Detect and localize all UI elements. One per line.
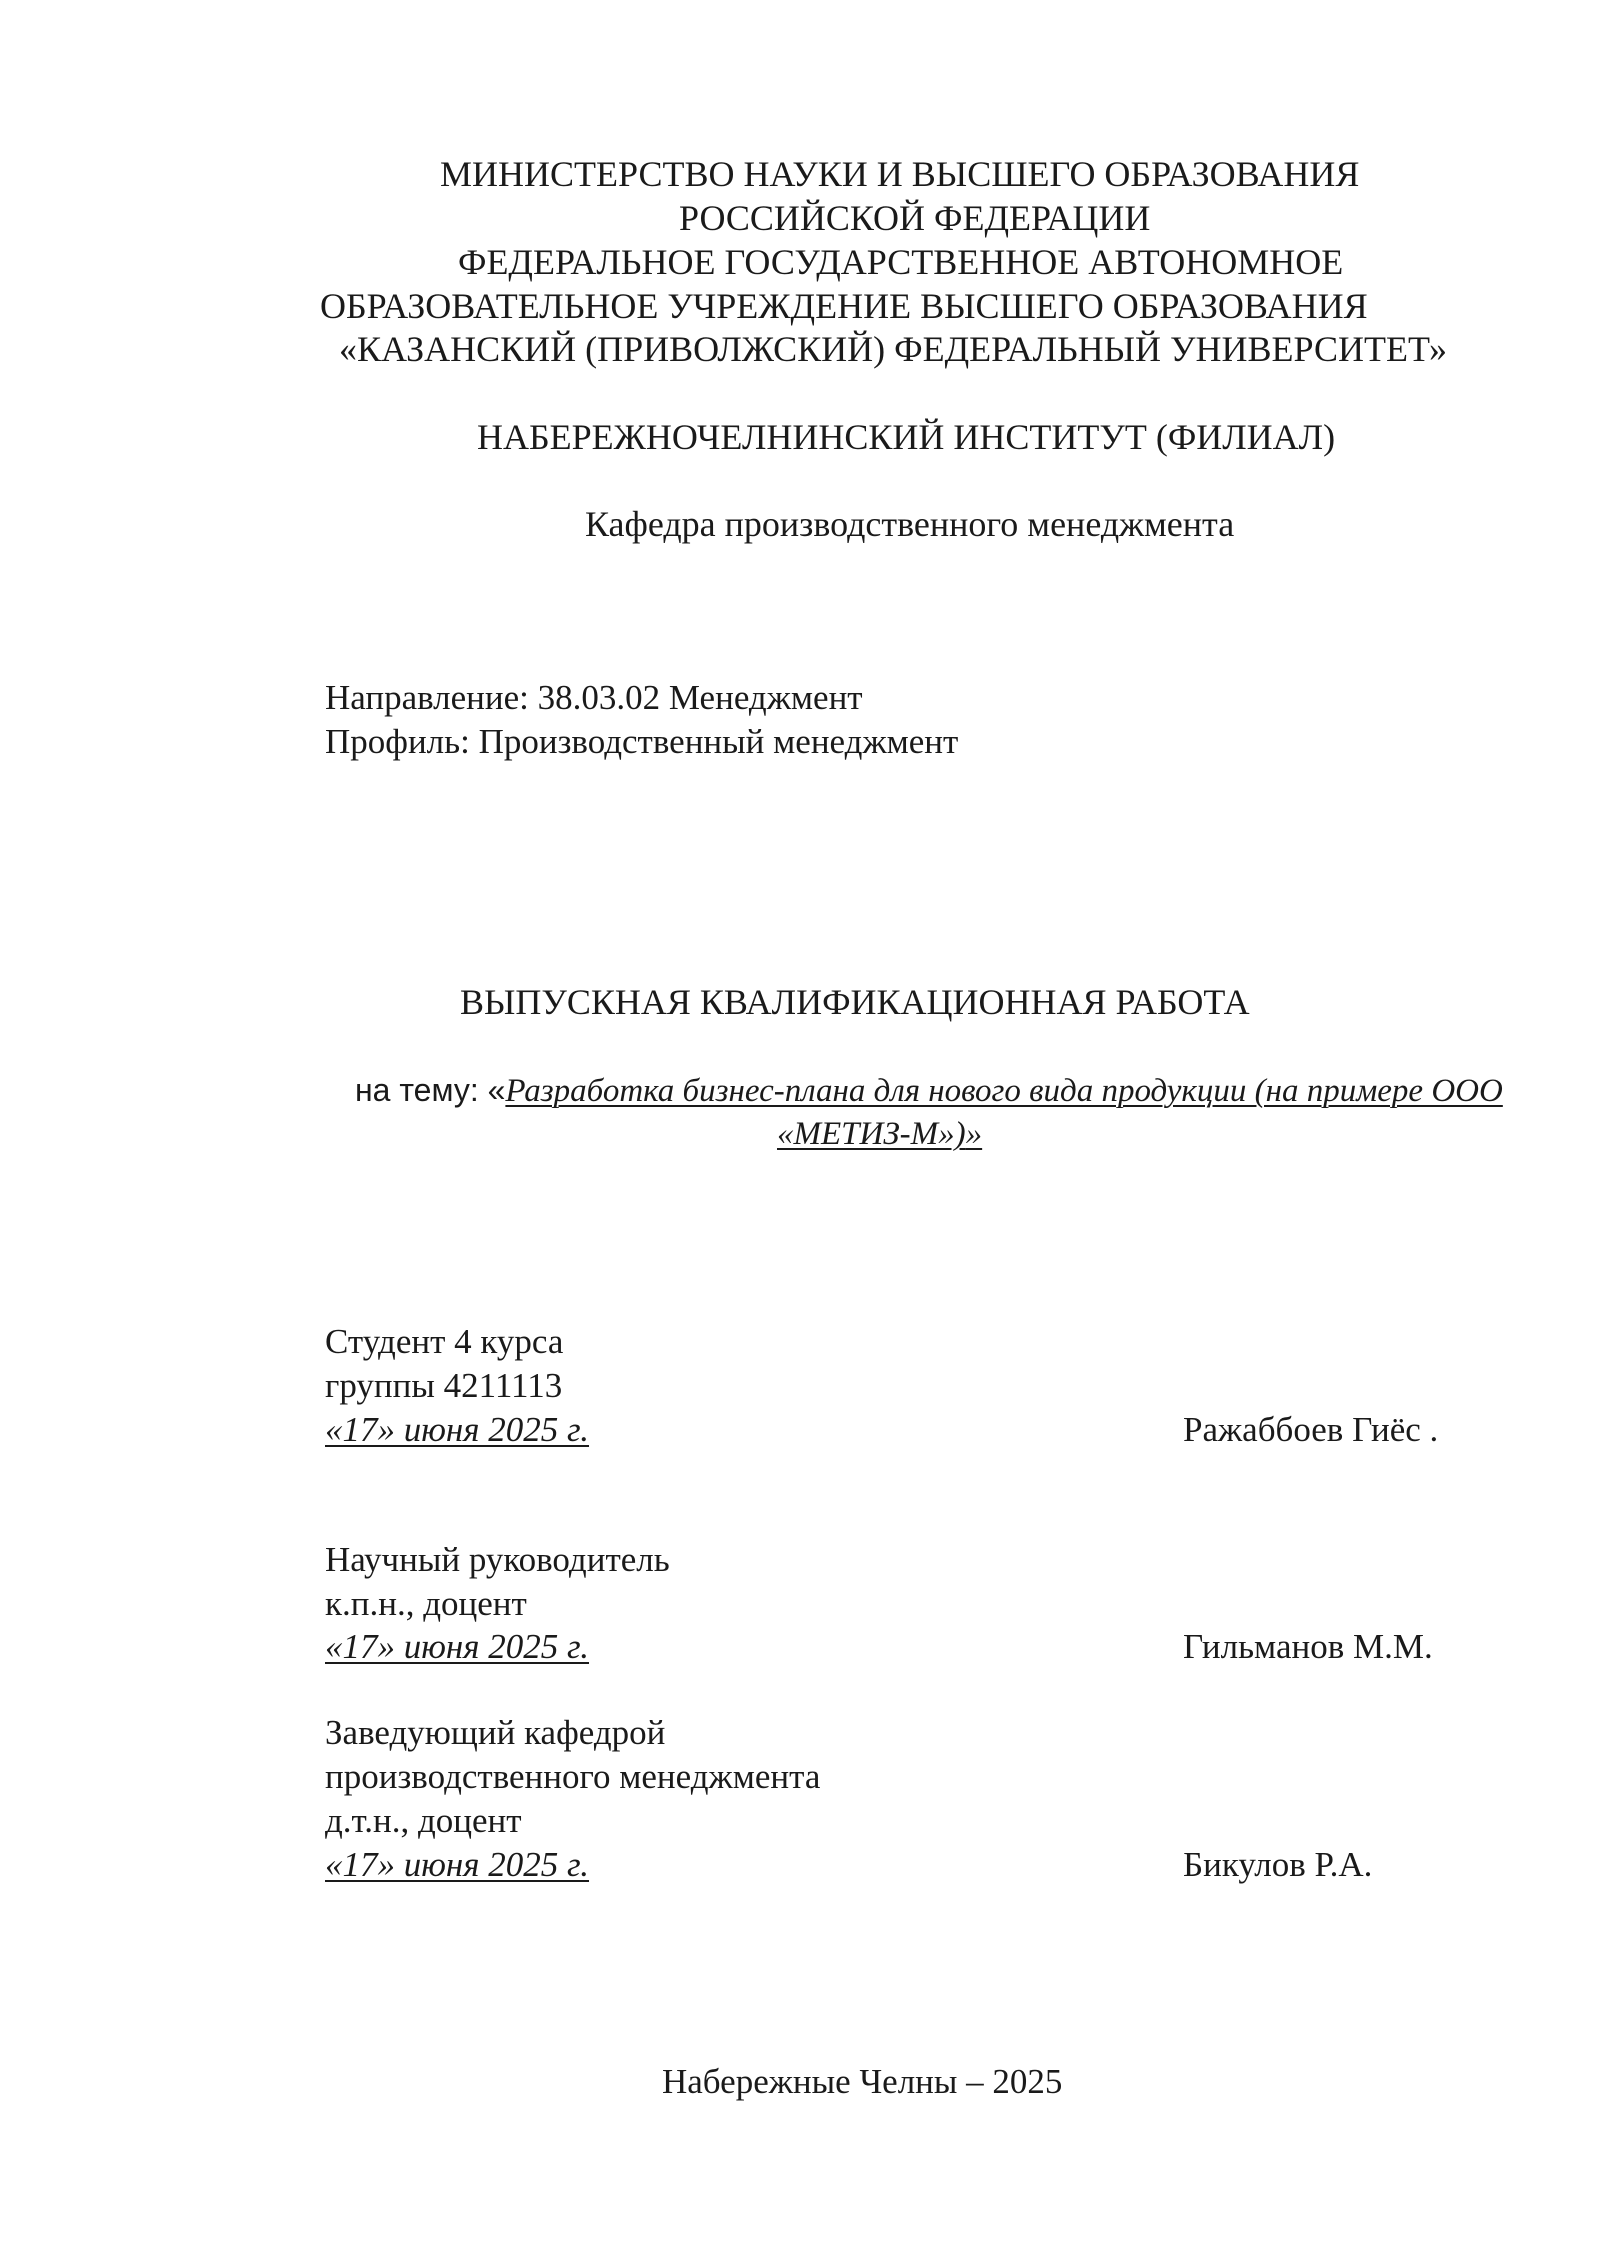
head-name: Бикулов Р.А. [1183,1845,1373,1884]
institution-line-1: ФЕДЕРАЛЬНОЕ ГОСУДАРСТВЕННОЕ АВТОНОМНОЕ [458,242,1344,282]
head-degree: д.т.н., доцент [325,1801,522,1840]
head-date: «17» июня 2025 г. [325,1845,590,1884]
city-year: Набережные Челны – 2025 [662,2062,1063,2101]
ministry-line-2: РОССИЙСКОЙ ФЕДЕРАЦИИ [679,198,1151,238]
topic-closing-quote: » [965,1116,983,1152]
topic-text-line-2: «МЕТИЗ-М») [777,1116,966,1152]
head-role: Заведующий кафедрой [325,1713,666,1752]
department-name: Кафедра производственного менеджмента [585,504,1235,544]
program-profile: Профиль: Производственный менеджмент [325,722,959,761]
topic-text-line-1: Разработка бизнес-плана для нового вида продукции (на примере ООО [505,1073,1503,1109]
topic-prefix-label: на тему: « [355,1072,506,1108]
work-topic-line-2 [777,1112,982,1156]
head-department: производственного менеджмента [325,1757,821,1796]
work-title: ВЫПУСКНАЯ КВАЛИФИКАЦИОННАЯ РАБОТА [460,982,1250,1022]
work-topic-line-1 [355,1068,1503,1113]
student-name: Ражаббоев Гиёс . [1183,1410,1439,1449]
institution-line-2: ОБРАЗОВАТЕЛЬНОЕ УЧРЕЖДЕНИЕ ВЫСШЕГО ОБРАЗОВАНИЯ [320,286,1368,326]
program-direction: Направление: 38.03.02 Менеджмент [325,678,863,717]
student-date: «17» июня 2025 г. [325,1410,590,1449]
supervisor-name: Гильманов М.М. [1183,1627,1433,1666]
student-course: Студент 4 курса [325,1322,564,1361]
supervisor-degree: к.п.н., доцент [325,1584,527,1623]
ministry-line-1: МИНИСТЕРСТВО НАУКИ И ВЫСШЕГО ОБРАЗОВАНИЯ [440,154,1360,194]
university-name: «КАЗАНСКИЙ (ПРИВОЛЖСКИЙ) ФЕДЕРАЛЬНЫЙ УНИВЕРСИТЕТ» [339,329,1448,369]
supervisor-date: «17» июня 2025 г. [325,1627,590,1666]
supervisor-role: Научный руководитель [325,1540,670,1579]
student-group: группы 4211113 [325,1366,563,1405]
branch-name: НАБЕРЕЖНОЧЕЛНИНСКИЙ ИНСТИТУТ (ФИЛИАЛ) [477,417,1336,457]
